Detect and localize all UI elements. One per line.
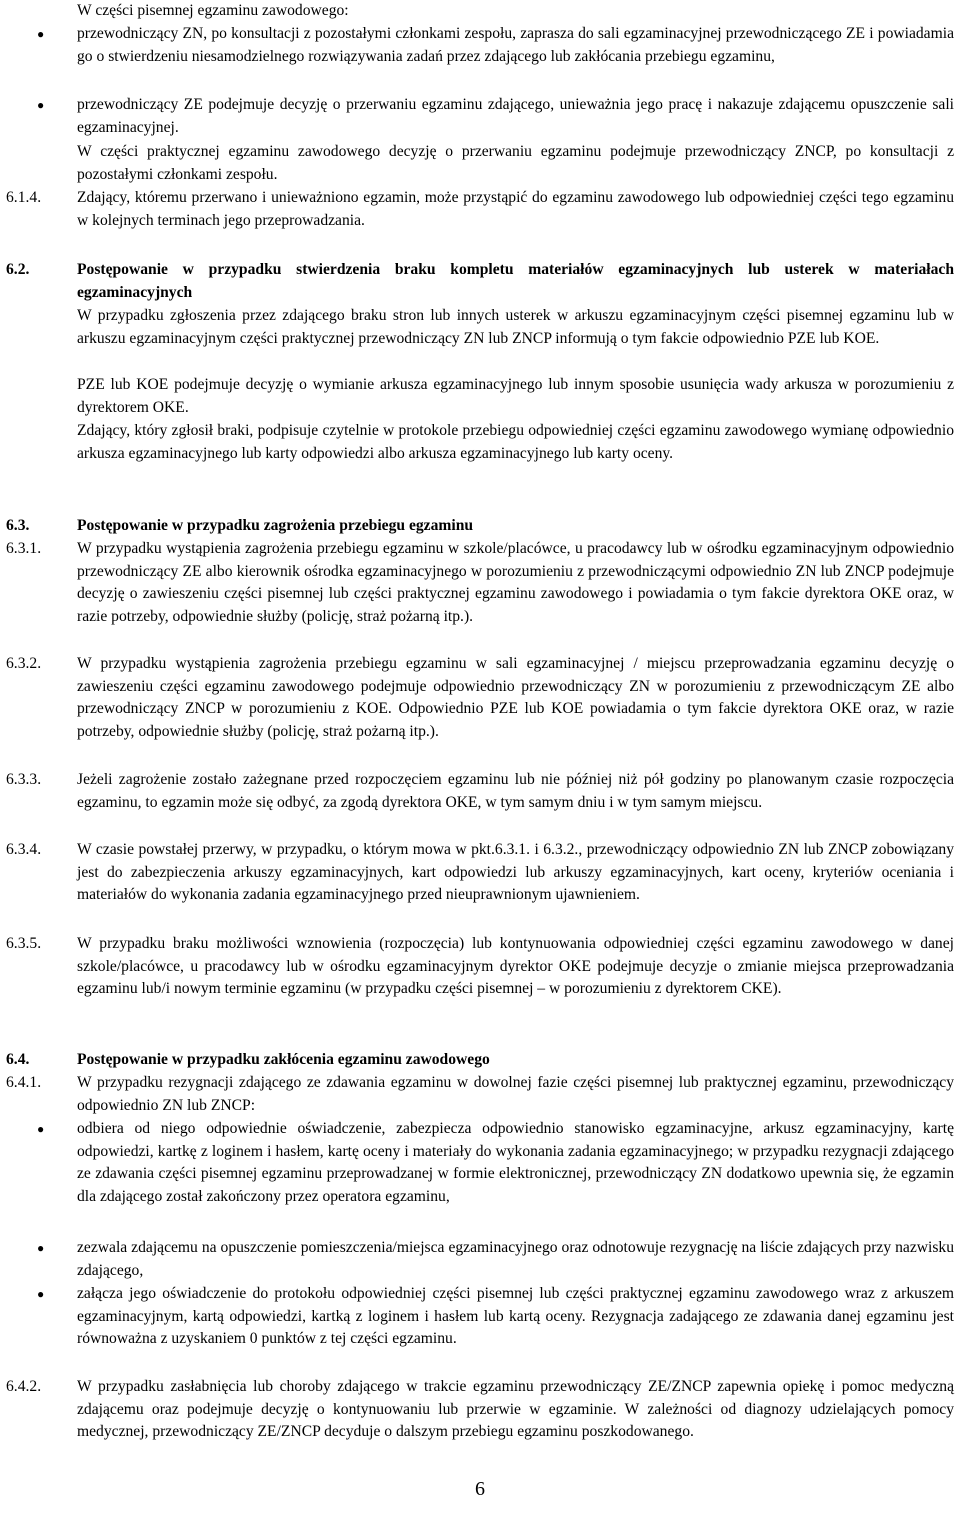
bullet-dot-icon: ● bbox=[37, 1122, 45, 1136]
section-6-4-2 bbox=[6, 1376, 954, 1444]
section-number: 6.3.5. bbox=[6, 935, 42, 952]
paragraph bbox=[6, 141, 954, 186]
bullet-text: załącza jego oświadczenie do protokołu odpowiedniej części pisemnej lub części praktycznej egzaminu zawodowego wraz z arkuszem egzaminacyjnym, kartą odpowiedzi, kartką z loginem i hasłem lub kartą oceny. Rezygnacja zadającego ze zdawania danej egzaminu jest równoważna z uzyskaniem 0 punktów z tej części egzaminu. bbox=[77, 1285, 954, 1347]
intro-line bbox=[6, 0, 954, 23]
paragraph bbox=[6, 420, 954, 465]
section-6-3-5 bbox=[6, 933, 954, 1001]
paragraph bbox=[6, 305, 954, 350]
section-text: W przypadku rezygnacji zdającego ze zdawania egzaminu w dowolnej fazie części pisemnej lub praktycznej egzaminu, przewodniczący odpowiednio ZN lub ZNCP: bbox=[77, 1074, 954, 1114]
section-number: 6.3. bbox=[6, 517, 30, 534]
bullet-text: przewodniczący ZE podejmuje decyzję o przerwaniu egzaminu zdającego, unieważnia jego pracę i nakazuje zdającemu opuszczenie sali egzaminacyjnej. bbox=[77, 96, 954, 136]
paragraph-text: Zdający, który zgłosił braki, podpisuje czytelnie w protokole przebiegu odpowiedniej części egzaminu zawodowego wymianę odpowiednio arkusza egzaminacyjnego lub karty odpowiedzi albo arkusza egzaminacyjnego lub karty oceny. bbox=[77, 422, 954, 462]
section-6-4 bbox=[6, 1049, 954, 1072]
section-text: W przypadku braku możliwości wznowienia (rozpoczęcia) lub kontynuowania odpowiedniej części egzaminu zawodowego w danej szkole/placówce, u pracodawcy lub w ośrodku egzaminacyjnym dyrektor OKE podejmuje decyzje o zmianie miejsca przeprowadzania egzaminu lub/i nowym terminie egzaminu (w przypadku części pisemnej – w porozumieniu z dyrektorem CKE). bbox=[77, 935, 954, 997]
bullet-item bbox=[6, 1283, 954, 1351]
bullet-text: przewodniczący ZN, po konsultacji z pozostałymi członkami zespołu, zaprasza do sali egzaminacyjnej przewodniczącego ZE i powiadamia go o stwierdzeniu niesamodzielnego rozwiązywania zadań przez zdającego lub zakłócania przebiegu egzaminu, bbox=[77, 25, 954, 65]
paragraph-text: W przypadku zgłoszenia przez zdającego braku stron lub innych usterek w arkuszu egzaminacyjnym części pisemnej egzaminu lub w arkuszu egzaminacyjnym części praktycznej przewodniczący ZN lub ZNCP informują o tym fakcie odpowiednio PZE lub KOE. bbox=[77, 307, 954, 347]
section-number: 6.1.4. bbox=[6, 189, 42, 206]
section-6-3-1 bbox=[6, 538, 954, 628]
page-number: 6 bbox=[475, 1478, 485, 1500]
bullet-item bbox=[6, 1237, 954, 1282]
section-6-1-4 bbox=[6, 187, 954, 232]
bullet-dot-icon: ● bbox=[37, 1287, 45, 1301]
paragraph bbox=[6, 374, 954, 419]
section-number: 6.3.3. bbox=[6, 771, 42, 788]
section-text: W przypadku wystąpienia zagrożenia przebiegu egzaminu w sali egzaminacyjnej / miejscu przeprowadzania egzaminu decyzję o zawieszeniu części egzaminu zawodowego podejmuje odpowiednio przewodniczący ZN w porozumieniu z przewodniczącym ZE albo przewodniczący ZNCP w porozumieniu z KOE. Odpowiednio PZE lub KOE powiadamia o tym fakcie dyrektora OKE oraz, w razie potrzeby, odpowiednie służby (policję, straż pożarną itp.). bbox=[77, 655, 954, 740]
section-6-3-3 bbox=[6, 769, 954, 814]
section-text: Zdający, któremu przerwano i unieważniono egzamin, może przystąpić do egzaminu zawodowego lub odpowiedniej części tego egzaminu w kolejnych terminach jego przeprowadzania. bbox=[77, 189, 954, 229]
section-text: Jeżeli zagrożenie zostało zażegnane przed rozpoczęciem egzaminu lub nie później niż pół godziny po planowanym czasie rozpoczęcia egzaminu, to egzamin może się odbyć, za zgodą dyrektora OKE, w tym samym dniu i w tym samym miejscu. bbox=[77, 771, 954, 811]
bullet-item bbox=[6, 94, 954, 139]
section-heading: Postępowanie w przypadku zakłócenia egzaminu zawodowego bbox=[77, 1051, 490, 1068]
section-number: 6.3.4. bbox=[6, 841, 42, 858]
section-6-3-4 bbox=[6, 839, 954, 907]
section-heading: Postępowanie w przypadku zagrożenia przebiegu egzaminu bbox=[77, 517, 474, 534]
paragraph-text: W części praktycznej egzaminu zawodowego decyzję o przerwaniu egzaminu podejmuje przewodniczący ZNCP, po konsultacji z pozostałymi członkami zespołu. bbox=[77, 143, 954, 183]
bullet-item bbox=[6, 1118, 954, 1208]
section-6-2 bbox=[6, 259, 954, 304]
section-number: 6.3.2. bbox=[6, 655, 42, 672]
section-text: W czasie powstałej przerwy, w przypadku, o którym mowa w pkt.6.3.1. i 6.3.2., przewodniczący odpowiednio ZN lub ZNCP zobowiązany jest do zabezpieczenia arkuszy egzaminacyjnych, kart odpowiedzi lub arkuszy egzaminacyjnych, kart oceny, kryteriów oceniania i materiałów do wykonania zadania egzaminacyjnego przed nieuprawnionym ujawnieniem. bbox=[77, 841, 954, 903]
section-number: 6.4.2. bbox=[6, 1378, 42, 1395]
section-number: 6.3.1. bbox=[6, 540, 42, 557]
bullet-text: odbiera od niego odpowiednie oświadczenie, zabezpiecza odpowiednio stanowisko egzaminacyjne, arkusz egzaminacyjny, kartę odpowiedzi, kartkę z loginem i hasłem, kartę oceny i materiały do wykonania zadania egzaminacyjnego; w przypadku rezygnacji zdającego ze zdawania części pisemnej egzaminu przeprowadzanej w formie elektronicznej, przewodniczący ZN dodatkowo upewnia się, że egzamin dla zdającego został zakończony przez operatora egzaminu, bbox=[77, 1120, 954, 1205]
bullet-dot-icon: ● bbox=[37, 98, 45, 112]
section-6-4-1 bbox=[6, 1072, 954, 1117]
bullet-dot-icon: ● bbox=[37, 1241, 45, 1255]
section-text: W przypadku zasłabnięcia lub choroby zdającego w trakcie egzaminu przewodniczący ZE/ZNCP zapewnia opiekę i pomoc medyczną zdającemu oraz podejmuje decyzję o kontynuowaniu lub przerwie w egzaminie. W zależności od diagnozy udzielających pomocy medycznej, przewodniczący ZE/ZNCP decyduje o dalszym przebiegu egzaminu poszkodowanego. bbox=[77, 1378, 954, 1440]
section-6-3-2 bbox=[6, 653, 954, 743]
intro-text: W części pisemnej egzaminu zawodowego: bbox=[77, 2, 349, 19]
section-heading: Postępowanie w przypadku stwierdzenia braku kompletu materiałów egzaminacyjnych lub usterek w materiałach egzaminacyjnych bbox=[77, 261, 954, 301]
section-number: 6.4. bbox=[6, 1051, 30, 1068]
section-number: 6.4.1. bbox=[6, 1074, 42, 1091]
bullet-dot-icon: ● bbox=[37, 27, 45, 41]
bullet-item bbox=[6, 23, 954, 68]
paragraph-text: PZE lub KOE podejmuje decyzję o wymianie arkusza egzaminacyjnego lub innym sposobie usunięcia wady arkusza w porozumieniu z dyrektorem OKE. bbox=[77, 376, 954, 416]
section-number: 6.2. bbox=[6, 261, 30, 278]
bullet-text: zezwala zdającemu na opuszczenie pomieszczenia/miejsca egzaminacyjnego oraz odnotowuje rezygnację na liście zdających przy nazwisku zdającego, bbox=[77, 1239, 954, 1279]
section-6-3 bbox=[6, 515, 954, 538]
section-text: W przypadku wystąpienia zagrożenia przebiegu egzaminu w szkole/placówce, u pracodawcy lub w ośrodku egzaminacyjnym odpowiednio przewodniczący ZE albo kierownik ośrodka egzaminacyjnego w porozumieniu z przewodniczącymi odpowiednio ZN lub ZNCP podejmuje decyzję o zawieszeniu części pisemnej lub części praktycznej egzaminu zawodowego i powiadamia o tym fakcie dyrektora OKE oraz, w razie potrzeby, odpowiednie służby (policję, straż pożarną itp.). bbox=[77, 540, 954, 625]
